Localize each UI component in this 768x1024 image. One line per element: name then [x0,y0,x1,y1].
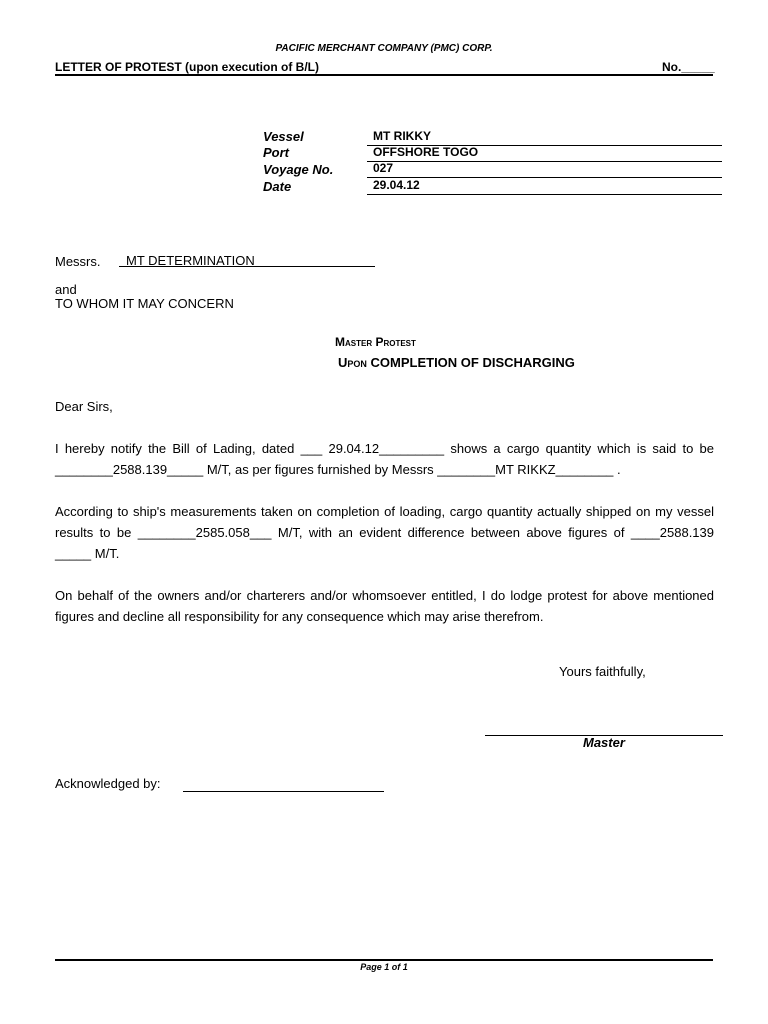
date-underline [367,194,722,195]
company-name: PACIFIC MERCHANT COMPANY (PMC) CORP. [275,43,493,54]
subheading-prefix: Upon [338,355,367,370]
to-whom-text: TO WHOM IT MAY CONCERN [55,296,234,311]
messrs-value: MT DETERMINATION [126,253,255,268]
paragraph-bill-of-lading: I hereby notify the Bill of Lading, dated ___ 29.04.12_________ shows a cargo quantity which is said to be ________2588.139_____ M/T, as per figures furnished by Messrs ________MT RIKKZ________ . [55,441,714,477]
messrs-underline [119,266,375,267]
date-value: 29.04.12 [373,178,420,192]
page-number: Page 1 of 1 [360,962,408,972]
acknowledged-label: Acknowledged by: [55,776,161,791]
header-rule [55,74,713,76]
paragraph-measurements: According to ship's measurements taken on completion of loading, cargo quantity actually shipped on my vessel results to be ________2585.058___ M/T, with an evident difference between above figures of ____2588.139 _____ M/T. [55,504,714,561]
document-title: LETTER OF PROTEST (upon execution of B/L) [55,60,319,74]
signatory-master: Master [583,735,625,750]
port-value: OFFSHORE TOGO [373,145,479,159]
voyage-underline [367,177,722,178]
voyage-label: Voyage No. [263,162,334,177]
yours-faithfully: Yours faithfully, [559,664,646,679]
vessel-label: Vessel [263,129,304,144]
acknowledged-signature-line [183,791,384,792]
port-underline [367,161,722,162]
protest-heading: Master Protest [335,335,416,349]
document-number-label: No._____ [662,60,715,74]
port-label: Port [263,145,289,160]
footer-rule [55,959,713,961]
date-label: Date [263,179,292,194]
subheading-rest: COMPLETION OF DISCHARGING [366,355,575,370]
vessel-value: MT RIKKY [373,129,431,143]
salutation: Dear Sirs, [55,399,113,414]
and-text: and [55,282,77,297]
paragraph-protest: On behalf of the owners and/or charterers and/or whomsoever entitled, I do lodge protest for above mentioned figures and decline all responsibility for any consequence which may arise therefrom. [55,588,714,624]
protest-subheading [338,355,575,370]
voyage-value: 027 [373,161,394,175]
messrs-label: Messrs. [55,254,101,269]
